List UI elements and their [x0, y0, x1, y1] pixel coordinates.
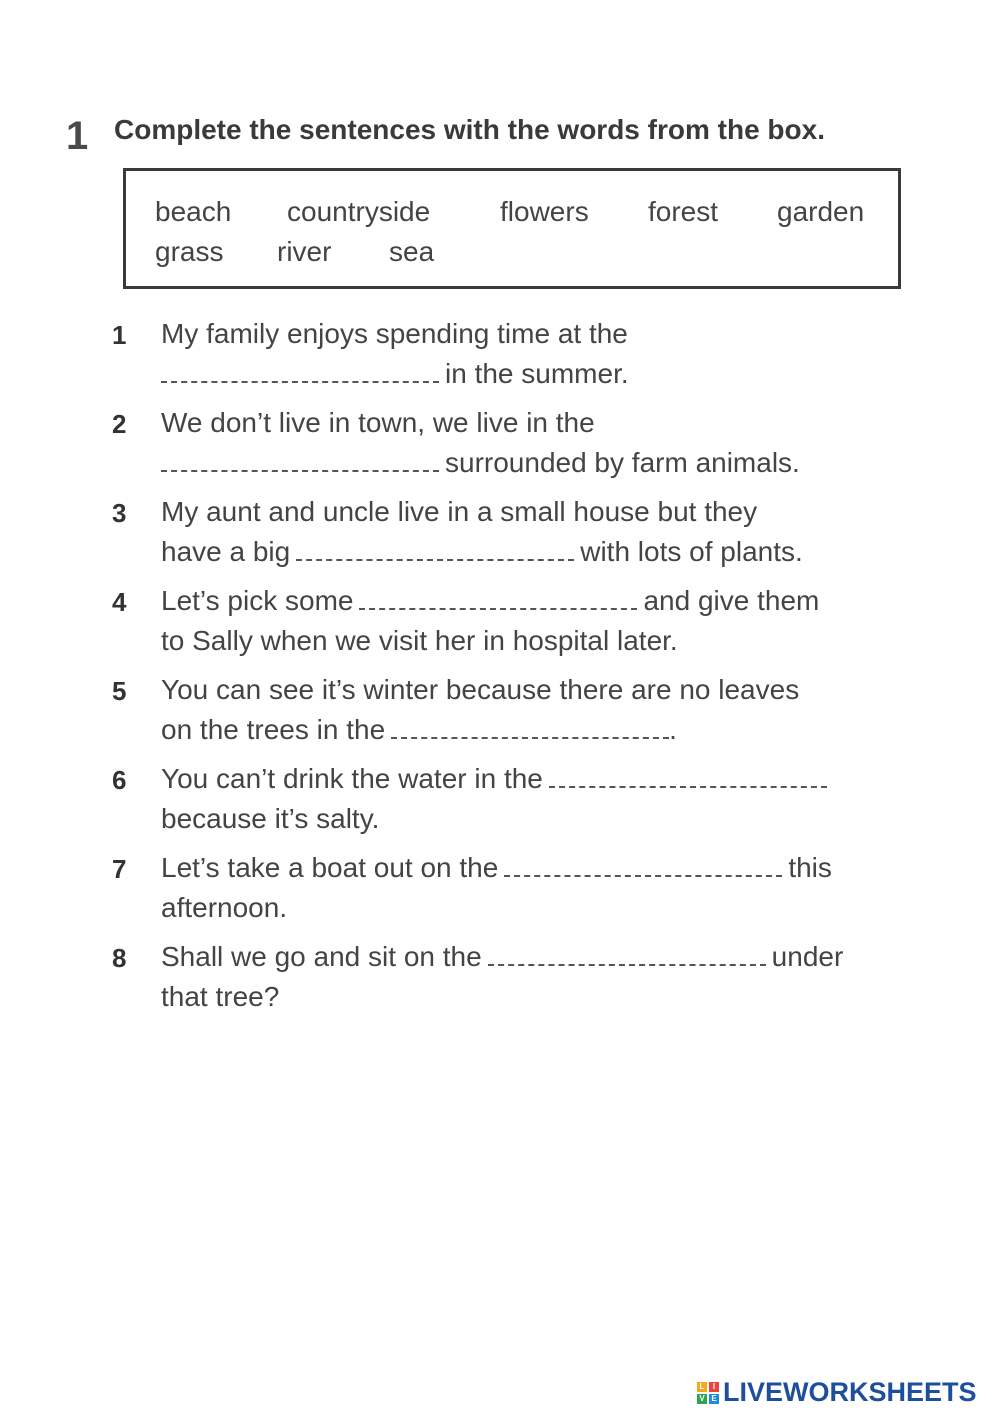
- sentence-text: in the summer.: [445, 358, 629, 389]
- sentence-line: My aunt and uncle live in a small house but they: [161, 496, 758, 527]
- answer-blank[interactable]: [296, 537, 574, 561]
- logo-mark-icon: [697, 1382, 719, 1404]
- sentence-line: [161, 714, 677, 746]
- word-sea: sea: [389, 236, 435, 267]
- sentence-text: with lots of plants.: [580, 536, 803, 567]
- logo-square: L: [697, 1382, 707, 1392]
- word-box: [123, 168, 901, 289]
- item-number: 2: [112, 409, 127, 439]
- sentence-line: [161, 941, 843, 973]
- sentence-line: [161, 852, 832, 884]
- item-number: 1: [112, 320, 127, 350]
- sentence-line: afternoon.: [161, 892, 288, 923]
- word-forest: forest: [648, 196, 719, 227]
- sentence-line: [161, 447, 800, 479]
- exercise-instruction: Complete the sentences with the words from the box.: [114, 114, 825, 145]
- sentence-text: surrounded by farm animals.: [445, 447, 800, 478]
- sentence-line: My family enjoys spending time at the: [161, 318, 628, 349]
- logo-square: E: [709, 1394, 719, 1404]
- sentence-line: You can see it’s winter because there are no leaves: [161, 674, 800, 705]
- sentence-line: to Sally when we visit her in hospital later.: [161, 625, 678, 656]
- answer-blank[interactable]: [161, 359, 439, 383]
- word-flowers: flowers: [500, 196, 589, 227]
- sentence-text: Let’s take a boat out on the: [161, 852, 499, 883]
- item-number: 5: [112, 676, 127, 706]
- sentence-line: We don’t live in town, we live in the: [161, 407, 595, 438]
- item-number: 7: [112, 854, 127, 884]
- item-number: 4: [112, 587, 127, 617]
- logo-square: I: [709, 1382, 719, 1392]
- sentence-text: You can’t drink the water in the: [161, 763, 543, 794]
- sentence-text: on the trees in the: [161, 714, 386, 745]
- answer-blank[interactable]: [488, 942, 766, 966]
- answer-blank[interactable]: [359, 586, 637, 610]
- item-number: 8: [112, 943, 127, 973]
- answer-blank[interactable]: [391, 715, 669, 739]
- sentence-line: [161, 536, 803, 568]
- sentence-text: this: [788, 852, 832, 883]
- sentence-text: Shall we go and sit on the: [161, 941, 482, 972]
- sentence-text: have a big: [161, 536, 291, 567]
- logo-square: V: [697, 1394, 707, 1404]
- item-number: 3: [112, 498, 127, 528]
- liveworksheets-logo[interactable]: [697, 1377, 977, 1408]
- sentence-line: [161, 763, 833, 795]
- logo-text: LIVEWORKSHEETS: [723, 1377, 977, 1407]
- sentence-line: [161, 585, 819, 617]
- exercise-number: 1: [66, 114, 89, 158]
- sentence-text: .: [669, 714, 677, 745]
- sentence-text: and give them: [643, 585, 820, 616]
- word-countryside: countryside: [287, 196, 431, 227]
- answer-blank[interactable]: [504, 853, 782, 877]
- sentence-text: Let’s pick some: [161, 585, 354, 616]
- sentence-text: under: [771, 941, 844, 972]
- answer-blank[interactable]: [549, 764, 827, 788]
- word-beach: beach: [155, 196, 232, 227]
- sentence-line: [161, 358, 629, 390]
- sentence-line: because it’s salty.: [161, 803, 380, 834]
- answer-blank[interactable]: [161, 448, 439, 472]
- item-number: 6: [112, 765, 127, 795]
- sentence-line: that tree?: [161, 981, 280, 1012]
- word-garden: garden: [777, 196, 865, 227]
- word-grass: grass: [155, 236, 224, 267]
- word-river: river: [277, 236, 332, 267]
